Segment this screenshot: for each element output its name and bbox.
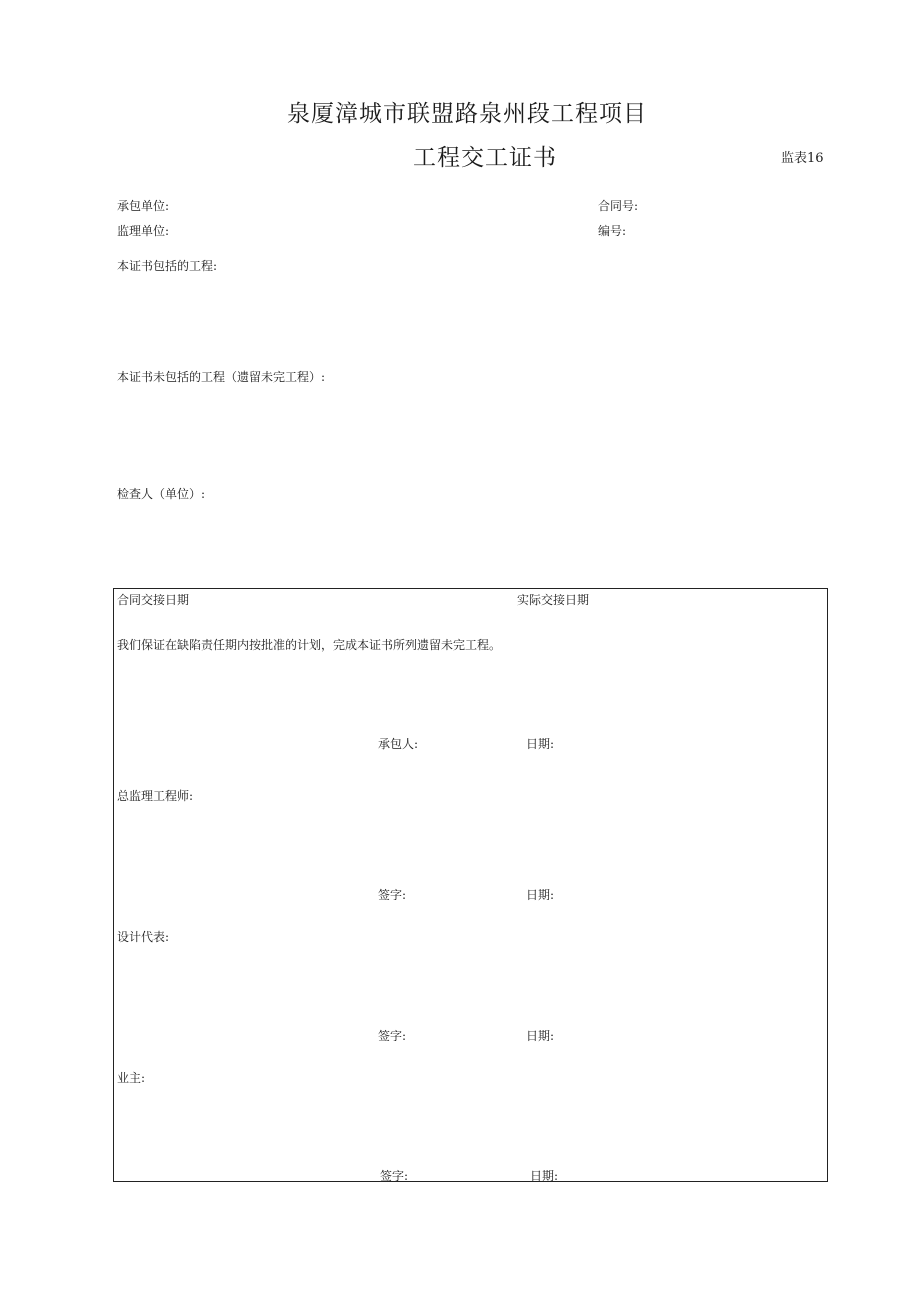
guarantee-statement: 我们保证在缺陷责任期内按批准的计划，完成本证书所列遗留未完工程。 — [117, 638, 502, 652]
handover-form-box — [113, 588, 828, 1182]
document-title: 工程交工证书 — [413, 145, 557, 171]
project-title: 泉厦漳城市联盟路泉州段工程项目 — [287, 101, 647, 127]
inspector-label: 检查人（单位）: — [117, 487, 206, 501]
owner-sign-label: 签字: — [380, 1169, 409, 1183]
chief-supervisor-date-label: 日期: — [526, 888, 555, 902]
serial-no-label: 编号: — [598, 224, 627, 238]
supervisor-unit-label: 监理单位: — [117, 224, 170, 238]
contract-no-label: 合同号: — [598, 199, 639, 213]
excluded-works-label: 本证书未包括的工程（遗留未完工程）: — [117, 370, 326, 384]
actual-handover-date-label: 实际交接日期 — [517, 593, 590, 607]
included-works-label: 本证书包括的工程: — [117, 259, 218, 273]
form-number: 监表16 — [781, 151, 824, 166]
chief-supervisor-sign-label: 签字: — [378, 888, 407, 902]
design-rep-sign-label: 签字: — [378, 1029, 407, 1043]
contractor-date-label: 日期: — [526, 737, 555, 751]
chief-supervisor-label: 总监理工程师: — [117, 789, 194, 803]
design-rep-date-label: 日期: — [526, 1029, 555, 1043]
contractor-unit-label: 承包单位: — [117, 199, 170, 213]
owner-label: 业主: — [117, 1071, 146, 1085]
contract-handover-date-label: 合同交接日期 — [117, 593, 190, 607]
owner-date-label: 日期: — [530, 1169, 559, 1183]
contractor-sign-label: 承包人: — [378, 737, 419, 751]
design-rep-label: 设计代表: — [117, 930, 170, 944]
